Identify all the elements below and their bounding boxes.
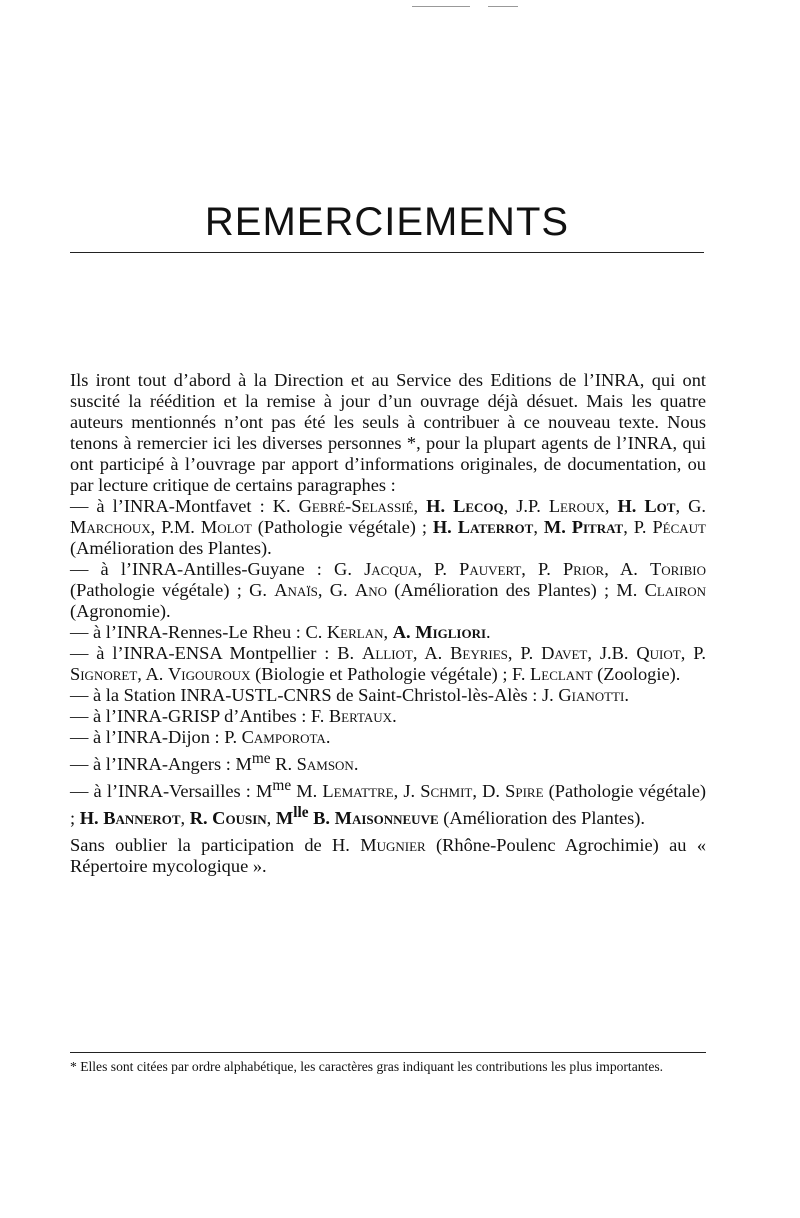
- acknowledgements-body: [70, 370, 706, 877]
- entry-versailles: — à l’INRA-Versailles : $M^{me}$ M. Lemattre, J. Schmit, D. Spire (Pathologie végétale) ; H. Bannerot, R. Cousin, $M^{lle}$ B. Maisonneuve (Amélioration des Plantes).: [70, 777, 706, 829]
- entry-antilles-guyane: — à l’INRA-Antilles-Guyane : G. Jacqua, P. Pauvert, P. Prior, A. Toribio (Pathologie végétale) ; G. Anaïs, G. Ano (Amélioration des Plantes) ; M. Clairon (Agronomie).: [70, 559, 707, 621]
- intro-paragraph: Ils iront tout d’abord à la Direction et au Service des Editions de l’INRA, qui ont suscité la réédition et la remise à jour d’un ouvrage déjà désuet. Mais les quatre auteurs mentionnés n’ont pas été les seuls à contribuer à ce nouveau texte. Nous tenons à remercier ici les diverses personnes *, pour la plupart agents de l’INRA, qui ont participé à l’ouvrage par apport d’informations originales, de documentation, ou par lecture critique de certains paragraphes :: [70, 370, 706, 495]
- top-rule-left: [412, 6, 470, 7]
- entry-antibes: — à l’INRA-GRISP d’Antibes : F. Bertaux.: [70, 706, 397, 726]
- title-underline: [70, 252, 704, 253]
- entry-rennes: — à l’INRA-Rennes-Le Rheu : C. Kerlan, A. Migliori.: [70, 622, 491, 642]
- page-title: REMERCIEMENTS: [204, 200, 570, 244]
- entry-montfavet: — à l’INRA-Montfavet : K. Gebré-Selassié, H. Lecoq, J.P. Leroux, H. Lot, G. Marchoux, P.M. Molot (Pathologie végétale) ; H. Laterrot, M. Pitrat, P. Pécaut (Amélioration des Plantes).: [70, 496, 706, 558]
- footnote: * Elles sont citées par ordre alphabétique, les caractères gras indiquant les contributions les plus importantes.: [70, 1059, 664, 1074]
- entry-saint-christol: — à la Station INRA-USTL-CNRS de Saint-Christol-lès-Alès : J. Gianotti.: [70, 685, 629, 705]
- entry-dijon: — à l’INRA-Dijon : P. Camporota.: [70, 727, 331, 747]
- footnote-rule: [70, 1052, 706, 1053]
- entry-angers: — à l’INRA-Angers : $M^{me}$ R. Samson.: [70, 750, 359, 775]
- entry-ensa-montpellier: — à l’INRA-ENSA Montpellier : B. Alliot, A. Beyries, P. Davet, J.B. Quiot, P. Signoret, A. Vigouroux (Biologie et Pathologie végétale) ; F. Leclant (Zoologie).: [70, 643, 706, 684]
- top-rule-right: [488, 6, 518, 7]
- closing-paragraph: Sans oublier la participation de H. Mugnier (Rhône-Poulenc Agrochimie) au « Répertoire mycologique ».: [70, 835, 707, 877]
